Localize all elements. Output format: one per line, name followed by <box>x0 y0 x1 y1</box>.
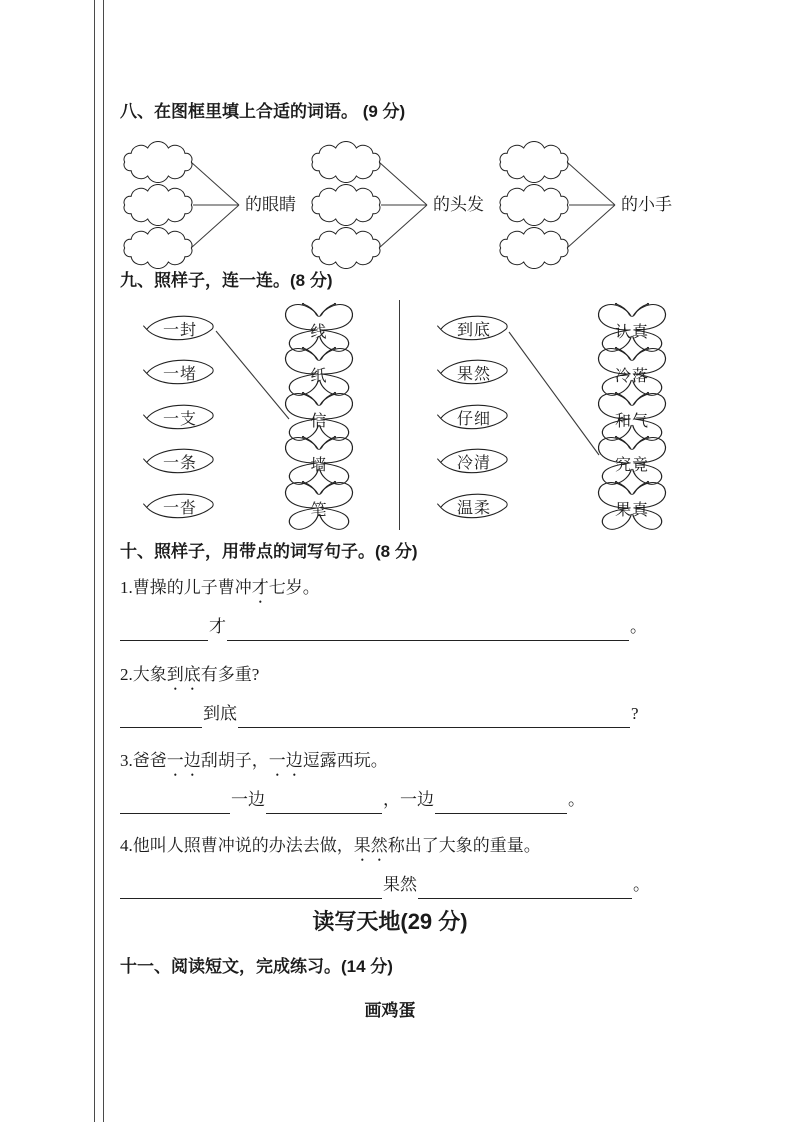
sentence-text: 七岁。 <box>268 578 320 597</box>
cloud-box[interactable] <box>306 228 386 268</box>
leaf-shape[interactable] <box>143 402 217 432</box>
leaf-shape[interactable] <box>437 446 511 476</box>
leaf-word: 到底 <box>456 321 491 339</box>
leaf-shape[interactable] <box>437 402 511 432</box>
leaf-shape[interactable] <box>437 313 511 343</box>
cloud-group-label: 的头发 <box>433 195 484 214</box>
cloud-box[interactable] <box>494 185 574 225</box>
section-eleven-title: 十一、阅读短文，完成练习。(14 分) <box>120 957 393 976</box>
leaf-word: 一封 <box>162 321 197 339</box>
match-line-example-right <box>509 332 599 455</box>
cloud-icon <box>306 185 386 225</box>
dotted-keyword: 才 <box>251 578 269 597</box>
page-margin-line <box>103 0 104 1122</box>
answer-keyword: 果然 <box>383 875 417 894</box>
match-line-example-left <box>216 331 289 419</box>
reading-section-banner: 读写天地(29 分) <box>312 909 468 934</box>
sentence-4 <box>120 834 541 865</box>
cloud-icon <box>306 142 386 182</box>
cloud-box[interactable] <box>306 142 386 182</box>
butterfly-word: 纸 <box>310 367 328 385</box>
sentence-text: 4.他叫人照曹冲说的办法去做， <box>120 836 354 855</box>
leaf-word: 一条 <box>162 454 197 472</box>
answer-blank[interactable] <box>120 877 382 899</box>
cloud-group-label: 的小手 <box>621 195 672 214</box>
answer-blank[interactable] <box>120 706 202 728</box>
leaf-word: 温柔 <box>456 499 491 517</box>
butterfly-word: 和气 <box>614 412 649 430</box>
dotted-keyword: 果然 <box>353 836 388 855</box>
cloud-icon <box>494 185 574 225</box>
leaf-word: 一支 <box>162 410 197 428</box>
cloud-group <box>118 142 296 269</box>
cloud-box[interactable] <box>118 185 198 225</box>
page-margin-line <box>94 0 95 1122</box>
sentence-text: 2.大象 <box>120 665 167 684</box>
leaf-word: 仔细 <box>456 410 491 428</box>
answer-end-punct: ? <box>631 704 639 723</box>
leaf-word: 一沓 <box>162 499 197 517</box>
butterfly-word: 认真 <box>614 323 649 341</box>
leaf-shape[interactable] <box>143 446 217 476</box>
leaf-word: 一堵 <box>162 365 197 383</box>
answer-end-punct: 。 <box>630 617 647 636</box>
answer-blank[interactable] <box>120 792 230 814</box>
passage-title: 画鸡蛋 <box>364 1001 416 1020</box>
cloud-icon <box>118 185 198 225</box>
answer-end-punct: 。 <box>568 790 585 809</box>
answer-blank[interactable] <box>227 619 629 641</box>
answer-blank[interactable] <box>418 877 632 899</box>
section-eight-title: 八、在图框里填上合适的词语。 (9 分) <box>120 102 406 121</box>
cloud-icon <box>494 142 574 182</box>
leaf-shape[interactable] <box>143 357 217 387</box>
cloud-icon <box>118 228 198 268</box>
butterfly-shape[interactable] <box>594 479 670 533</box>
answer-blank[interactable] <box>435 792 567 814</box>
sentence-text: 逗露西玩。 <box>302 751 388 770</box>
answer-blank[interactable] <box>266 792 382 814</box>
sentence-1 <box>120 576 320 607</box>
dotted-keyword: 一边 <box>166 751 201 770</box>
answer-keyword: 才 <box>209 617 226 636</box>
cloud-group <box>306 142 484 269</box>
cloud-group <box>494 142 672 269</box>
sentence-text: 刮胡子， <box>200 751 269 770</box>
cloud-box[interactable] <box>494 142 574 182</box>
cloud-box[interactable] <box>306 185 386 225</box>
sentence-text: 1.曹操的儿子曹冲 <box>120 578 252 597</box>
answer-line-4 <box>120 871 651 899</box>
cloud-icon <box>494 228 574 268</box>
butterfly-word: 墙 <box>310 456 328 474</box>
answer-keyword: 到底 <box>203 704 237 723</box>
sentence-text: 3.爸爸 <box>120 751 167 770</box>
butterfly-word: 究竟 <box>614 456 649 474</box>
cloud-box[interactable] <box>118 142 198 182</box>
answer-keyword: 一边 <box>231 790 265 809</box>
section-nine-title: 九、照样子，连一连。(8 分) <box>120 271 333 290</box>
answer-blank[interactable] <box>238 706 630 728</box>
leaf-shape[interactable] <box>437 357 511 387</box>
butterfly-word: 信 <box>310 412 328 430</box>
butterfly-word: 线 <box>310 323 328 341</box>
section-ten-title: 十、照样子，用带点的词写句子。(8 分) <box>120 542 418 561</box>
leaf-shape[interactable] <box>143 491 217 521</box>
cloud-box[interactable] <box>118 228 198 268</box>
leaf-word: 冷清 <box>456 454 491 472</box>
leaf-shape[interactable] <box>437 491 511 521</box>
cloud-box[interactable] <box>494 228 574 268</box>
answer-line-3 <box>120 786 586 814</box>
sentence-2 <box>120 663 259 694</box>
butterfly-word: 果真 <box>614 501 649 519</box>
leaf-shape[interactable] <box>143 313 217 343</box>
butterfly-shape[interactable] <box>281 479 357 533</box>
answer-blank[interactable] <box>120 619 208 641</box>
butterfly-word: 冷落 <box>614 367 649 385</box>
column-divider <box>399 300 400 530</box>
cloud-group-label: 的眼睛 <box>245 195 296 214</box>
dotted-keyword: 到底 <box>166 665 201 684</box>
cloud-icon <box>306 228 386 268</box>
answer-line-1 <box>120 613 648 641</box>
answer-line-2 <box>120 700 640 728</box>
sentence-3 <box>120 749 388 780</box>
leaf-word: 果然 <box>456 365 491 383</box>
sentence-text: 称出了大象的重量。 <box>387 836 541 855</box>
butterfly-word: 笔 <box>310 501 328 519</box>
dotted-keyword: 一边 <box>268 751 303 770</box>
answer-keyword: ，一边 <box>383 790 434 809</box>
sentence-text: 有多重? <box>200 665 260 684</box>
cloud-icon <box>118 142 198 182</box>
answer-end-punct: 。 <box>633 875 650 894</box>
